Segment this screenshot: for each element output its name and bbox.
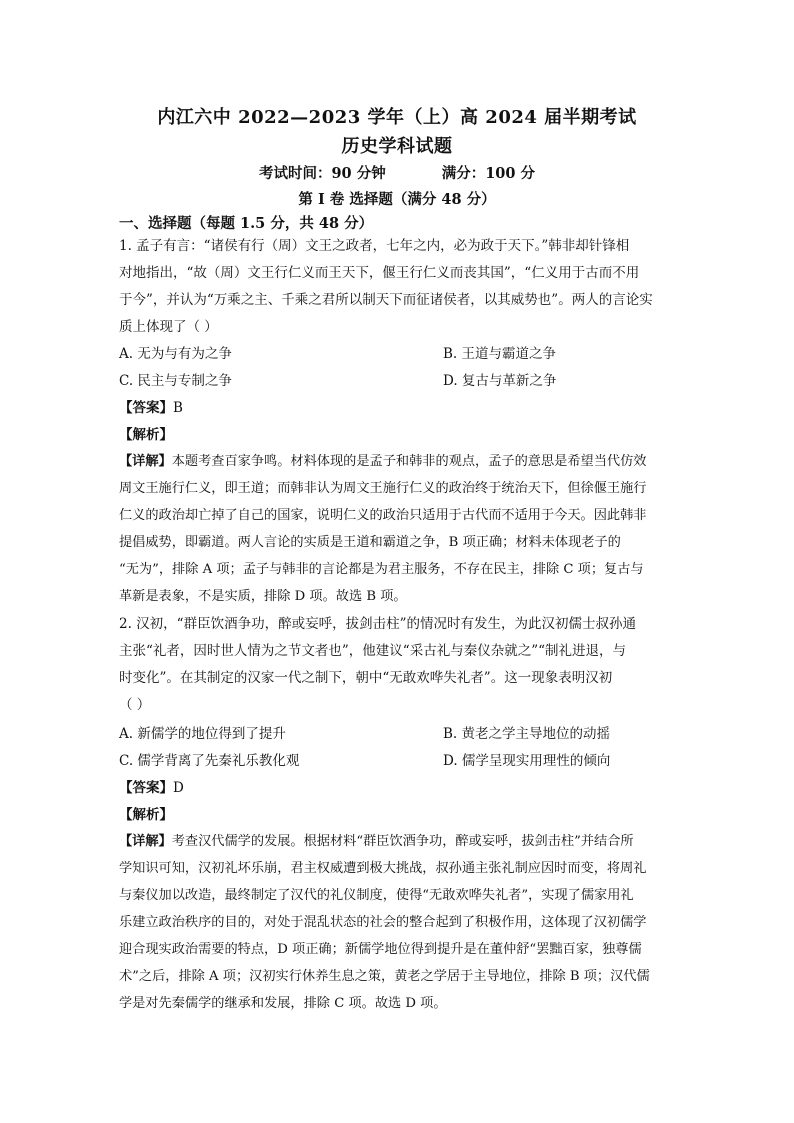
detail-text: 本题考查百家争鸣。材料体现的是孟子和韩非的观点，孟子的意思是希望当代仿效 — [171, 454, 647, 469]
answer-value: D — [173, 780, 184, 796]
q2-answer — [119, 778, 184, 798]
analysis-label: 【解析】 — [119, 427, 173, 443]
answer-label: 【答案】 — [119, 780, 173, 796]
detail-label: 【详解】 — [119, 834, 172, 849]
q2-stem-line: 主张“礼者，因时世人情为之节文者也”，他建议“采古礼与秦仪杂就之”“制礼进退，与 — [119, 643, 627, 659]
q1-detail-line: 周文王施行仁义，即王道；而韩非认为周文王施行仁义的政治终于统治天下，但徐偃王施行 — [119, 481, 647, 496]
exam-meta — [0, 162, 794, 183]
q2-detail-line — [119, 832, 675, 852]
q2-option-b: B. 黄老之学主导地位的动摇 — [443, 726, 611, 742]
q1-detail-line: 仁义的政治却亡掉了自己的国家，说明仁义的政治只适用于古代而不适用于今天。因此韩非 — [119, 508, 647, 523]
answer-label: 【答案】 — [119, 400, 173, 416]
q1-stem-line: 质上体现了（ ） — [119, 319, 218, 335]
analysis-label: 【解析】 — [119, 807, 173, 823]
q1-option-a: A. 无为与有为之争 — [119, 346, 232, 362]
part-heading: 一、选择题（每题 1.5 分，共 48 分） — [119, 215, 374, 232]
exam-subtitle: 历史学科试题 — [341, 136, 453, 157]
q1-option-d: D. 复古与革新之争 — [443, 373, 557, 389]
q1-detail-line: 革新是表象，不是实质，排除 D 项。故选 B 项。 — [119, 589, 407, 604]
volume-heading: 第 Ⅰ 卷 选择题（满分 48 分） — [298, 191, 496, 208]
q2-detail-line: 学是对先秦儒学的继承和发展，排除 C 项。故选 D 项。 — [119, 996, 447, 1011]
q2-stem-line: 时变化”。在其制定的汉家一代之制下，朝中“无敢欢哗失礼者”。这一现象表明汉初 — [119, 670, 613, 686]
q2-detail-line: 乐建立政治秩序的目的，对处于混乱状态的社会的整合起到了积极作用，这体现了汉初儒学 — [119, 915, 647, 930]
q1-stem-line: 1. 孟子有言：“诸侯有行（周）文王之政者，七年之内，必为政于天下。”韩非却针锋相 — [119, 238, 630, 254]
q2-detail-line: 与秦仪加以改造，最终制定了汉代的礼仪制度，使得“无敢欢哗失礼者”，实现了儒家用礼 — [119, 888, 634, 903]
q1-answer — [119, 398, 183, 418]
q2-analysis-label — [119, 805, 173, 825]
q1-option-c: C. 民主与专制之争 — [119, 373, 232, 389]
q1-stem-line: 于今”，并认为“万乘之主、千乘之君所以制天下而征诸侯者，以其威势也”。两人的言论实 — [119, 292, 653, 308]
q1-detail-line: 提倡威势，即霸道。两人言论的实质是王道和霸道之争，B 项正确；材料未体现老子的 — [119, 535, 621, 550]
q2-option-c: C. 儒学背离了先秦礼乐教化观 — [119, 753, 300, 769]
q2-detail-line: 学知识可知，汉初礼坏乐崩，君主权威遭到极大挑战，叔孙通主张礼制应因时而变，将周礼 — [119, 861, 647, 876]
q2-option-a: A. 新儒学的地位得到了提升 — [119, 726, 286, 742]
q1-analysis-label — [119, 425, 173, 445]
exam-time: 考试时间：90 分钟 — [258, 165, 386, 182]
detail-label: 【详解】 — [119, 454, 172, 469]
q1-detail-line — [119, 452, 675, 472]
exam-title: 内江六中 2022—2023 学年（上）高 2024 届半期考试 — [157, 107, 637, 128]
q2-detail-line: 术”之后，排除 A 项；汉初实行休养生息之策，黄老之学居于主导地位，排除 B 项；汉代儒 — [119, 969, 650, 984]
q2-stem-line: （ ） — [119, 697, 151, 713]
q1-detail-line: “无为”，排除 A 项；孟子与韩非的言论都是为君主服务，不存在民主，排除 C 项；复古与 — [119, 562, 644, 577]
answer-value: B — [173, 400, 183, 416]
q2-option-d: D. 儒学呈现实用理性的倾向 — [443, 753, 611, 769]
q1-option-b: B. 王道与霸道之争 — [443, 346, 557, 362]
q2-detail-line: 迎合现实政治需要的特点，D 项正确；新儒学地位得到提升是在董仲舒“罢黜百家，独尊儒 — [119, 942, 642, 957]
full-score: 满分：100 分 — [441, 165, 536, 182]
q2-stem-line: 2. 汉初，“群臣饮酒争功，醉或妄呼，拔剑击柱”的情况时有发生，为此汉初儒士叔孙通 — [119, 616, 636, 632]
q1-stem-line: 对地指出，“故（周）文王行仁义而王天下，偃王行仁义而丧其国”，“仁义用于古而不用 — [119, 265, 640, 281]
detail-text: 考查汉代儒学的发展。根据材料“群臣饮酒争功，醉或妄呼，拔剑击柱”并结合所 — [171, 834, 634, 849]
